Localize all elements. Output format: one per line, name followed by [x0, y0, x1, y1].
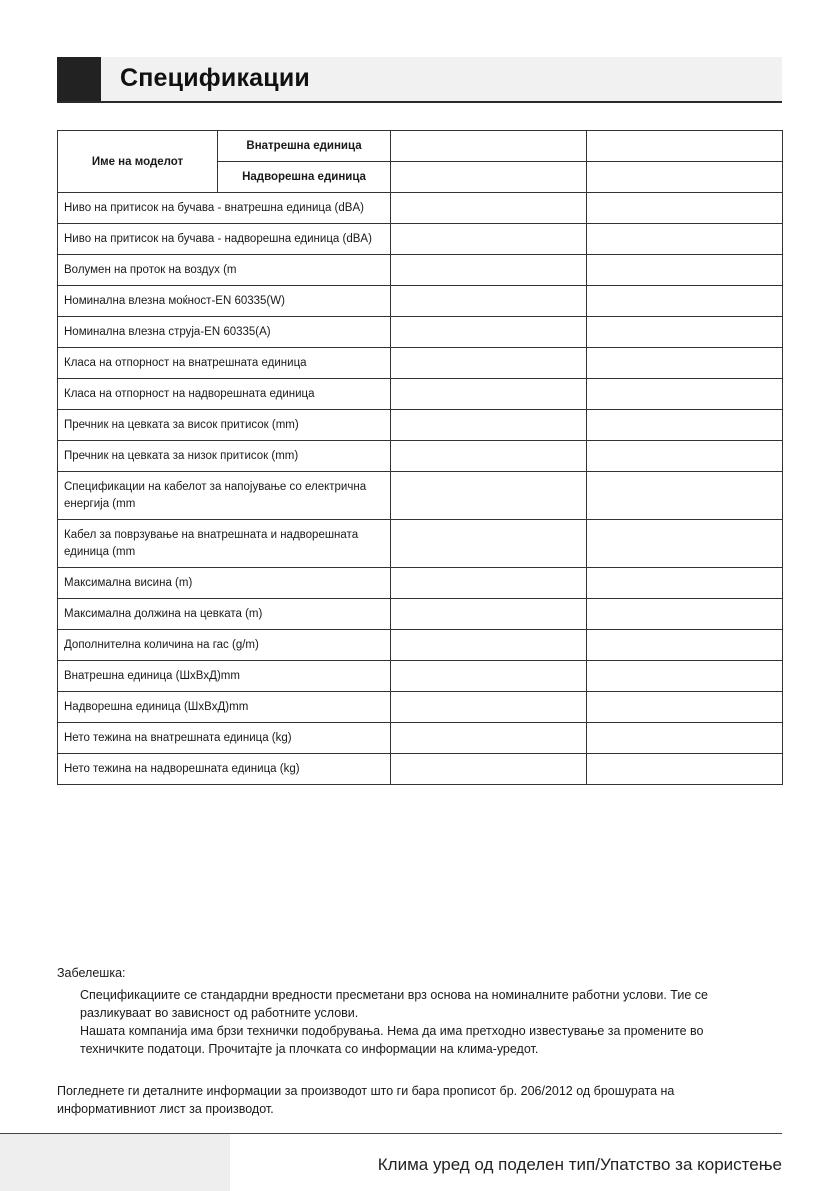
header-block-decoration — [57, 57, 101, 101]
table-row — [58, 286, 783, 317]
specifications-table — [57, 130, 783, 785]
table-row — [58, 379, 783, 410]
spec-label: Ниво на притисок на бучава - надворешна единица (dBA) — [58, 224, 391, 255]
spec-label: Нето тежина на надворешната единица (kg) — [58, 754, 391, 785]
spec-label: Пречник на цевката за низок притисок (mm) — [58, 441, 391, 472]
spec-label: Спецификации на кабелот за напојување со електрична енергија (mm — [58, 472, 391, 520]
outdoor-unit-label: Надворешна единица — [218, 162, 391, 193]
spec-value-2 — [587, 317, 783, 348]
spec-value-2 — [587, 599, 783, 630]
note-list — [80, 986, 740, 1058]
spec-value-2 — [587, 379, 783, 410]
spec-value-2 — [587, 568, 783, 599]
spec-label: Волумен на проток на воздух (m — [58, 255, 391, 286]
page-title: Спецификации — [120, 64, 310, 92]
table-row — [58, 317, 783, 348]
note-item: Нашата компанија има брзи технички подобрувања. Нема да има претходно известување за промените во техничките податоци. Прочитајте ја плочката со информации на клима-уредот. — [80, 1024, 704, 1056]
spec-label: Номинална влезна струја-EN 60335(A) — [58, 317, 391, 348]
spec-label: Класа на отпорност на надворешната единица — [58, 379, 391, 410]
spec-label: Класа на отпорност на внатрешната единица — [58, 348, 391, 379]
table-row — [58, 255, 783, 286]
spec-value-2 — [587, 224, 783, 255]
table-row — [58, 599, 783, 630]
spec-value-2 — [587, 630, 783, 661]
spec-label: Максимална должина на цевката (m) — [58, 599, 391, 630]
spec-value-1 — [391, 599, 587, 630]
outdoor-model-value-2 — [587, 162, 783, 193]
table-row — [58, 723, 783, 754]
spec-value-2 — [587, 348, 783, 379]
table-row — [58, 661, 783, 692]
spec-value-1 — [391, 348, 587, 379]
table-row — [58, 224, 783, 255]
spec-value-1 — [391, 630, 587, 661]
spec-value-2 — [587, 754, 783, 785]
spec-label: Надворешна единица (ШxВxД)mm — [58, 692, 391, 723]
spec-value-2 — [587, 255, 783, 286]
indoor-model-value-1 — [391, 131, 587, 162]
section-header — [57, 57, 782, 103]
regulation-reference: Погледнете ги деталните информации за производот што ги бара прописот бр. 206/2012 од брошурата на информативниот лист за производот. — [57, 1084, 675, 1116]
spec-value-2 — [587, 661, 783, 692]
note-item: Спецификациите се стандардни вредности пресметани врз основа на номиналните работни услови. Тие се разликуваат во зависност од работните услови. — [80, 988, 708, 1020]
spec-value-2 — [587, 692, 783, 723]
note-title: Забелешка: — [57, 966, 126, 980]
table-row — [58, 348, 783, 379]
spec-value-2 — [587, 441, 783, 472]
spec-value-1 — [391, 661, 587, 692]
spec-value-1 — [391, 723, 587, 754]
spec-value-1 — [391, 754, 587, 785]
table-row — [58, 568, 783, 599]
spec-value-2 — [587, 723, 783, 754]
spec-value-1 — [391, 472, 587, 520]
table-row — [58, 692, 783, 723]
spec-value-1 — [391, 568, 587, 599]
spec-value-1 — [391, 317, 587, 348]
footer-page-box — [0, 1134, 230, 1191]
spec-label: Нето тежина на внатрешната единица (kg) — [58, 723, 391, 754]
spec-label: Пречник на цевката за висок притисок (mm) — [58, 410, 391, 441]
spec-value-1 — [391, 692, 587, 723]
spec-label: Внатрешна единица (ШxВxД)mm — [58, 661, 391, 692]
table-row — [58, 630, 783, 661]
spec-label: Ниво на притисок на бучава - внатрешна единица (dBA) — [58, 193, 391, 224]
indoor-unit-label: Внатрешна единица — [218, 131, 391, 162]
spec-value-1 — [391, 441, 587, 472]
spec-value-1 — [391, 193, 587, 224]
spec-label: Кабел за поврзување на внатрешната и надворешната единица (mm — [58, 520, 391, 568]
outdoor-model-value-1 — [391, 162, 587, 193]
table-row — [58, 520, 783, 568]
spec-value-2 — [587, 286, 783, 317]
spec-label: Дополнителна количина на гас (g/m) — [58, 630, 391, 661]
table-row — [58, 441, 783, 472]
table-header-row — [58, 131, 783, 162]
spec-label: Максимална висина (m) — [58, 568, 391, 599]
table-row — [58, 472, 783, 520]
footer-manual-title: Клима уред од поделен тип/Упатство за користење — [377, 1155, 782, 1174]
spec-label: Номинална влезна моќност-EN 60335(W) — [58, 286, 391, 317]
model-name-label: Име на моделот — [58, 131, 218, 193]
spec-value-2 — [587, 410, 783, 441]
spec-value-1 — [391, 379, 587, 410]
spec-value-1 — [391, 520, 587, 568]
spec-value-2 — [587, 520, 783, 568]
spec-value-1 — [391, 255, 587, 286]
spec-value-2 — [587, 193, 783, 224]
indoor-model-value-2 — [587, 131, 783, 162]
table-row — [58, 410, 783, 441]
spec-value-2 — [587, 472, 783, 520]
spec-value-1 — [391, 410, 587, 441]
table-row — [58, 193, 783, 224]
table-row — [58, 754, 783, 785]
spec-value-1 — [391, 286, 587, 317]
spec-value-1 — [391, 224, 587, 255]
